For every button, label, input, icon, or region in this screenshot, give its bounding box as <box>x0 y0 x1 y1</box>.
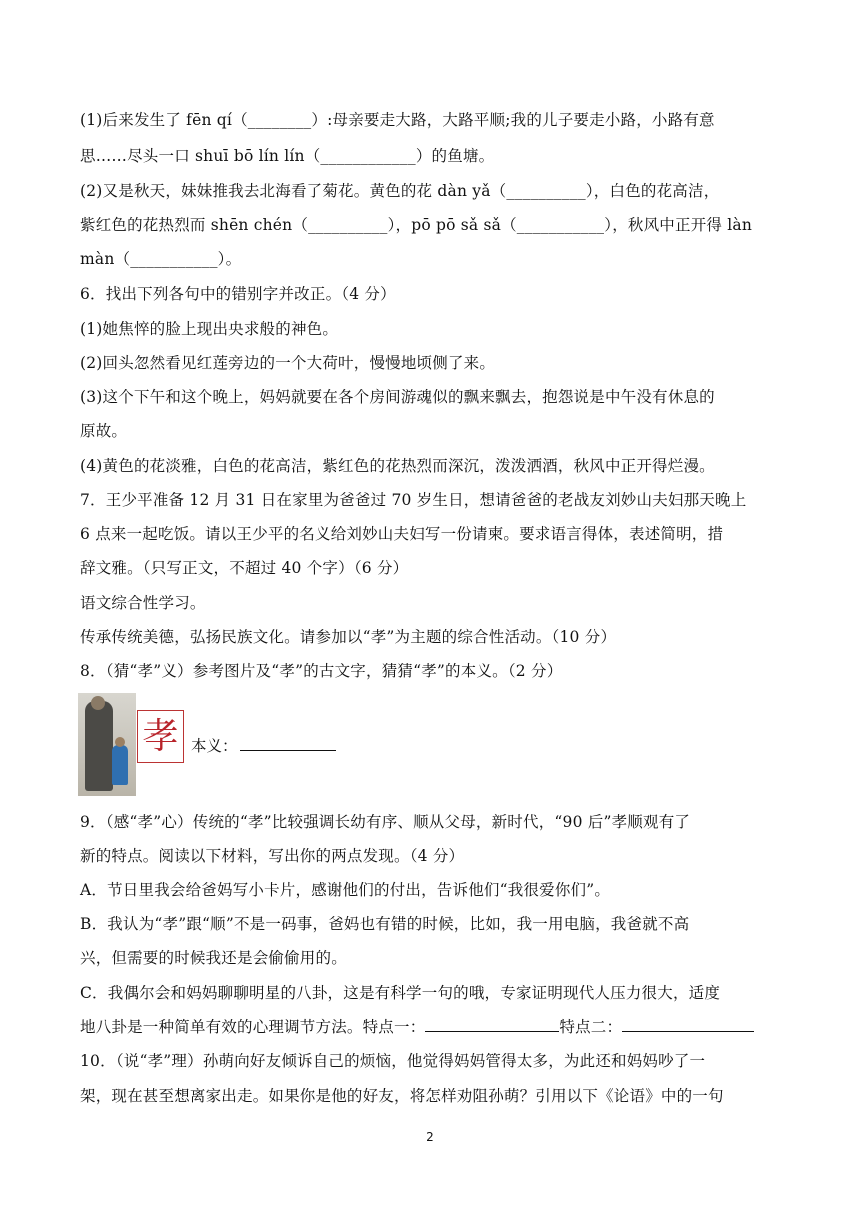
text-line: C．我偶尔会和妈妈聊聊明星的八卦，这是有科学一句的哦，专家证明现代人压力很大，适度 <box>80 984 721 1002</box>
text-line: màn（___________）。 <box>80 250 242 268</box>
text-segment: 特点二： <box>559 1018 623 1036</box>
text-line: (2)回头忽然看见红莲旁边的一个大荷叶，慢慢地顷侧了来。 <box>80 354 496 372</box>
ancient-character-seal <box>137 710 184 763</box>
page-number: 2 <box>426 1130 434 1144</box>
text-line: 紫红色的花热烈而 shēn chén（__________），pō pō sǎ sǎ（___________），秋风中正开得 làn <box>80 216 753 234</box>
answer-blank[interactable] <box>425 1017 559 1032</box>
answer-blank[interactable] <box>240 736 336 751</box>
question-heading: 6．找出下列各句中的错别字并改正。（4 分） <box>80 285 396 303</box>
text-line: 6 点来一起吃饭。请以王少平的名义给刘妙山夫妇写一份请柬。要求语言得体，表述简明，措 <box>80 525 724 543</box>
text-line: 架，现在甚至想离家出走。如果你是他的好友，将怎样劝阻孙萌？引用以下《论语》中的一句 <box>80 1087 724 1105</box>
photo-grandfather-child <box>78 693 136 796</box>
text-line: A．节日里我会给爸妈写小卡片，感谢他们的付出，告诉他们“我很爱你们”。 <box>80 881 611 899</box>
question-heading: 8．（猜“孝”义）参考图片及“孝”的古文字，猜猜“孝”的本义。（2 分） <box>80 662 563 680</box>
section-heading: 语文综合性学习。 <box>80 594 206 612</box>
answer-line <box>191 736 336 756</box>
text-line: (4)黄色的花淡雅，白色的花高洁，紫红色的花热烈而深沉，泼泼洒酒，秋风中正开得烂漫。 <box>80 457 715 475</box>
answer-line <box>80 1017 785 1037</box>
text-line: 新的特点。阅读以下材料，写出你的两点发现。（4 分） <box>80 847 465 865</box>
text-line: 传承传统美德，弘扬民族文化。请参加以“孝”为主题的综合性活动。（10 分） <box>80 628 617 646</box>
answer-blank[interactable] <box>622 1017 754 1032</box>
question-heading: 10．（说“孝”理）孙萌向好友倾诉自己的烦恼，他觉得妈妈管得太多，为此还和妈妈吵了一 <box>80 1052 706 1070</box>
text-line: (2)又是秋天，妹妹推我去北海看了菊花。黄色的花 dàn yǎ（__________），白色的花高洁， <box>80 182 720 200</box>
text-line: (1)后来发生了 fēn qí（________）:母亲要走大路，大路平顺;我的儿子要走小路，小路有意 <box>80 111 715 129</box>
text-line: 辞文雅。（只写正文，不超过 40 个字）（6 分） <box>80 559 409 577</box>
text-line: 思……尽头一口 shuī bō lín lín（____________）的鱼塘。 <box>80 147 495 165</box>
text-segment: 地八卦是一种简单有效的心理调节方法。特点一： <box>80 1018 426 1036</box>
seal-glyph: 孝 <box>142 715 179 757</box>
text-line: 兴，但需要的时候我还是会偷偷用的。 <box>80 949 347 967</box>
benyi-label: 本义： <box>191 737 238 755</box>
figure-xiao <box>78 693 408 797</box>
question-heading: 7．王少平准备 12 月 31 日在家里为爸爸过 70 岁生日，想请爸爸的老战友刘妙山夫妇那天晚上 <box>80 491 747 509</box>
text-line: B．我认为“孝”跟“顺”不是一码事，爸妈也有错的时候，比如，我一用电脑，我爸就不高 <box>80 915 690 933</box>
question-heading: 9．（感“孝”心）传统的“孝”比较强调长幼有序、顺从父母，新时代，“90 后”孝顺观有了 <box>80 813 691 831</box>
text-line: (1)她焦悴的脸上现出央求般的神色。 <box>80 320 339 338</box>
text-line: 原故。 <box>80 422 128 440</box>
text-line: (3)这个下午和这个晚上，妈妈就要在各个房间游魂似的飘来飘去，抱怨说是中午没有休息的 <box>80 388 715 406</box>
